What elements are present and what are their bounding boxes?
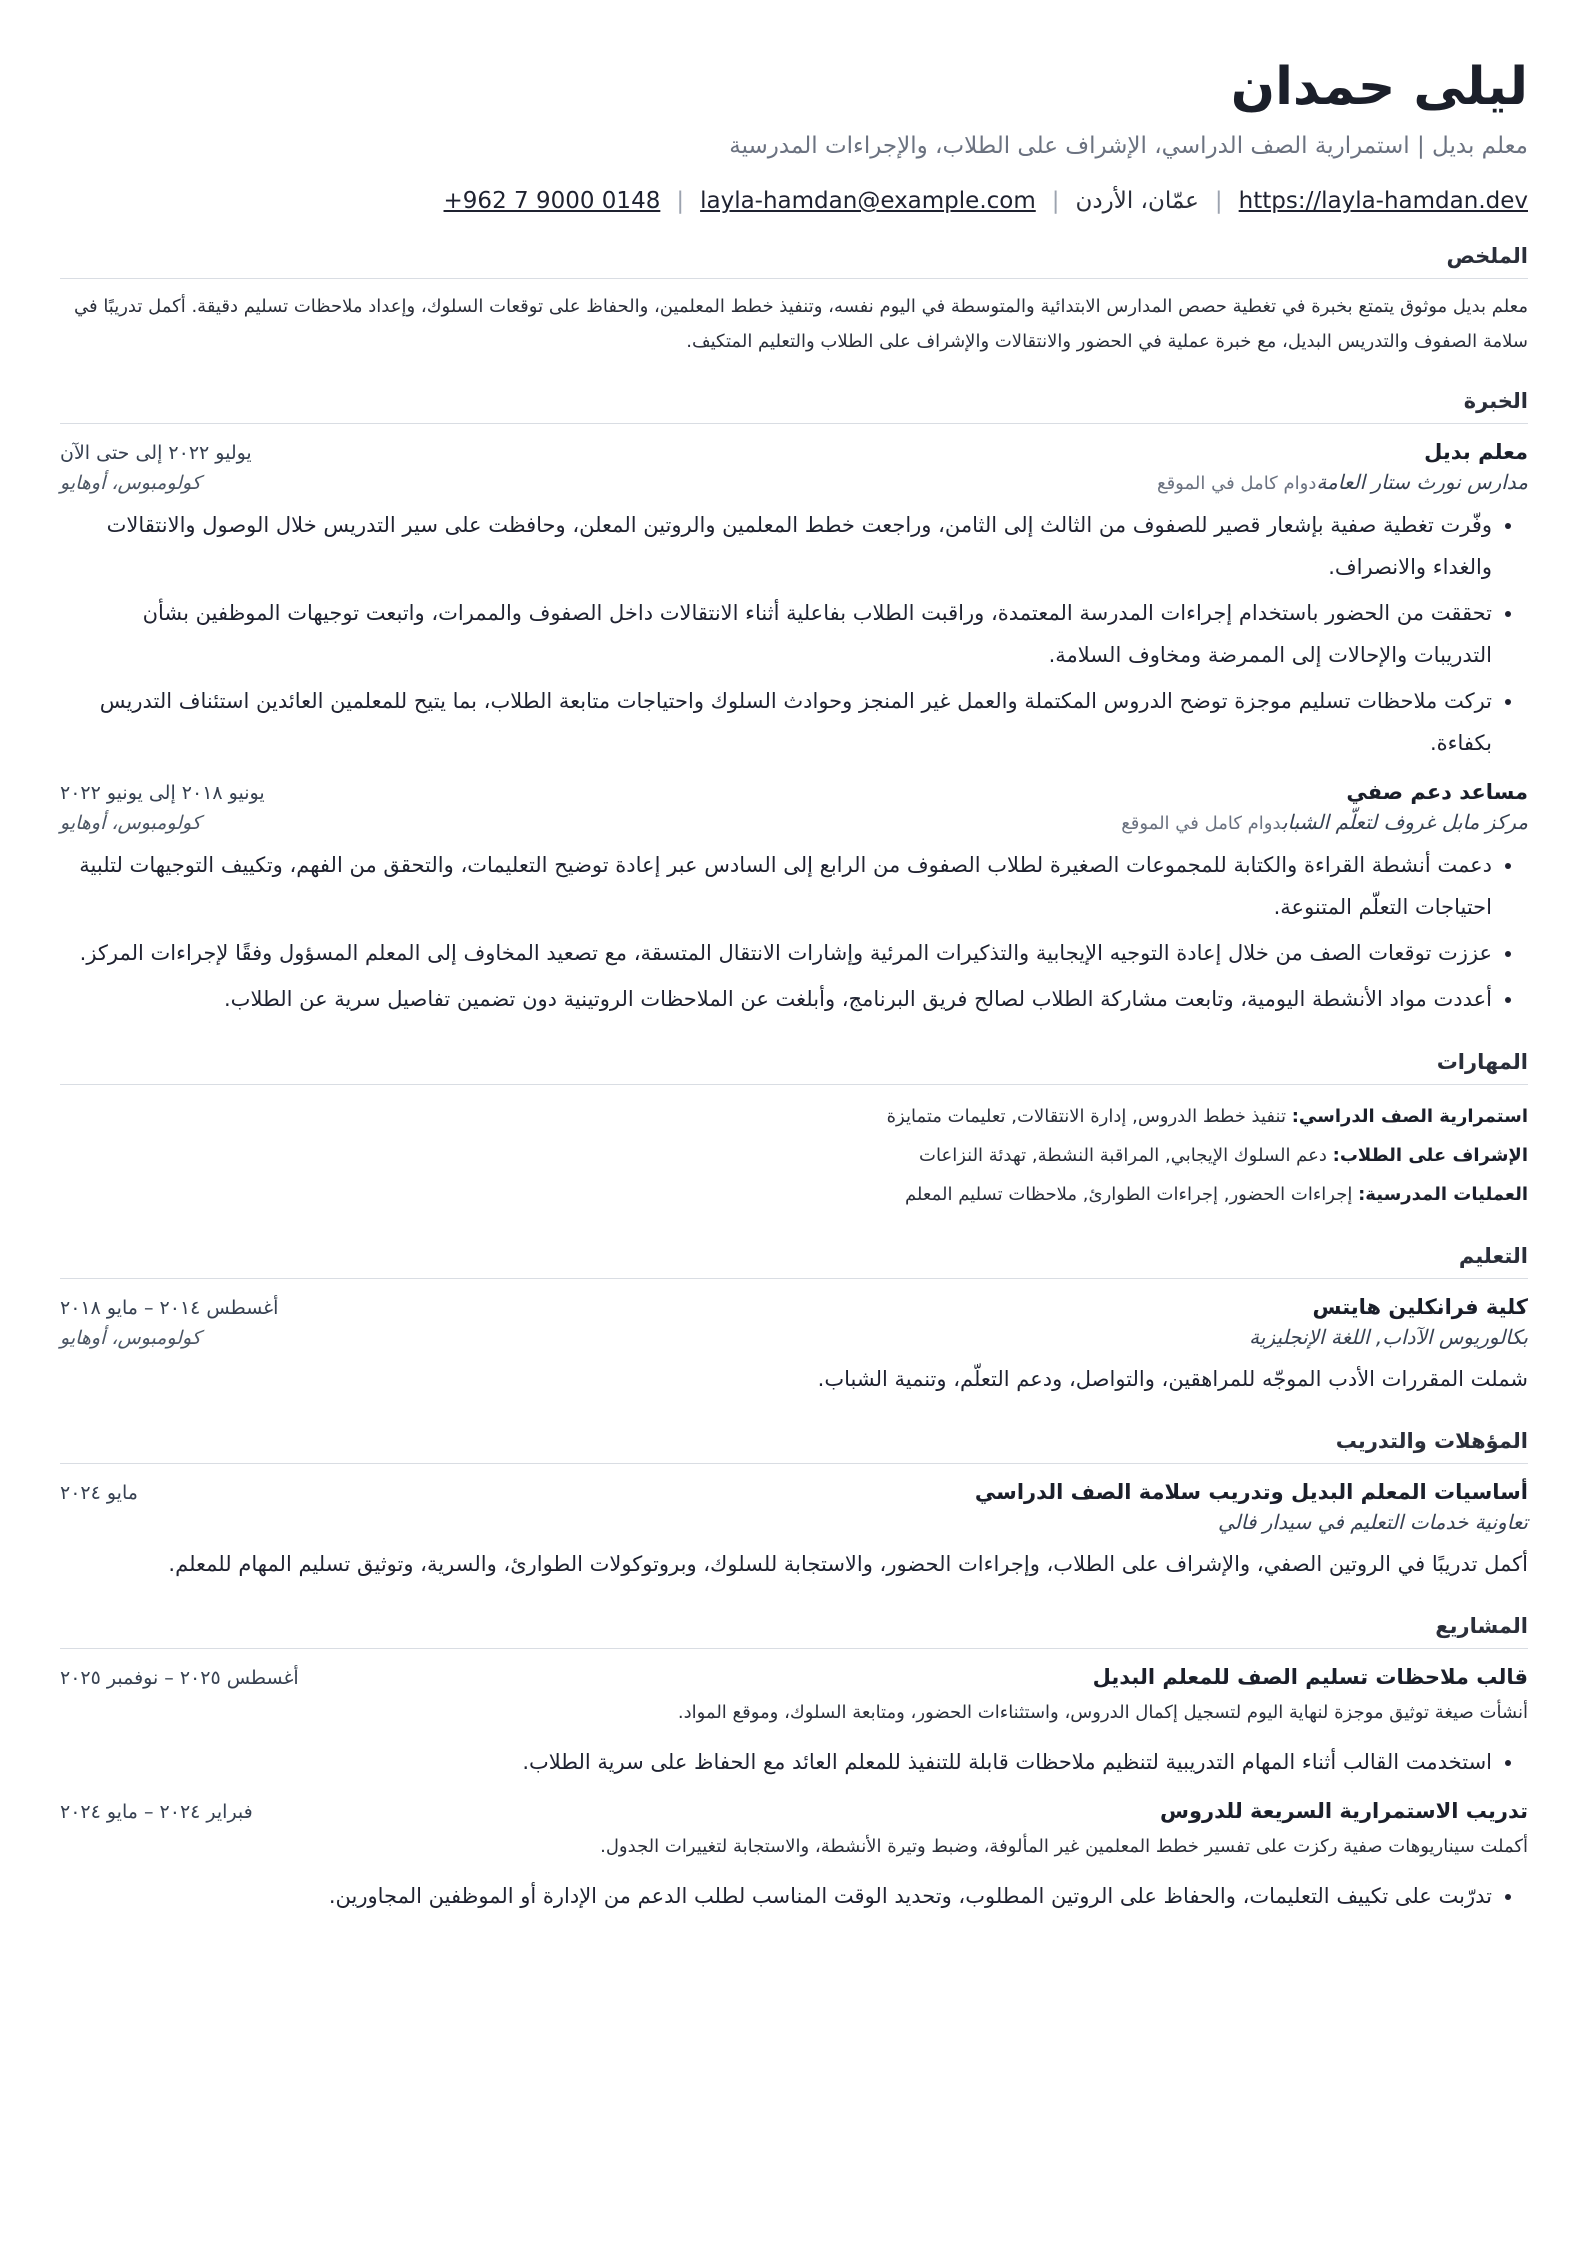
contact-separator: | — [1051, 188, 1060, 214]
skills-section-title: المهارات — [60, 1050, 1528, 1085]
skill-label: الإشراف على الطلاب: — [1332, 1145, 1528, 1166]
job-bullets — [60, 504, 1528, 764]
website-link[interactable]: https://layla-hamdan.dev — [1238, 188, 1528, 214]
job-date: يوليو ٢٠٢٢ إلى حتى الآن — [60, 442, 252, 464]
job-title: معلم بديل — [1424, 440, 1528, 464]
email-link[interactable]: layla-hamdan@example.com — [700, 188, 1036, 214]
job-bullet: • أعددت مواد الأنشطة اليومية، وتابعت مشاركة الطلاب لصالح فريق البرنامج، وأبلغت عن الملاحظات الروتينية دون تضمين تفاصيل سرية عن الطلاب. — [60, 978, 1492, 1020]
job-meta: دوام كامل في الموقع — [1121, 813, 1282, 834]
certification-entry — [60, 1480, 1528, 1584]
experience-entry — [60, 780, 1528, 1020]
contact-row — [60, 188, 1528, 214]
experience-entry — [60, 440, 1528, 764]
candidate-headline: معلم بديل | استمرارية الصف الدراسي، الإشراف على الطلاب، والإجراءات المدرسية — [729, 133, 1528, 159]
project-description: أكملت سيناريوهات صفية ركزت على تفسير خطط المعلمين غير المألوفة، وضبط وتيرة الأنشطة، والاستجابة لتغييرات الجدول. — [600, 1836, 1528, 1857]
project-entry — [60, 1799, 1528, 1917]
job-bullet: • تحققت من الحضور باستخدام إجراءات المدرسة المعتمدة، وراقبت الطلاب بفاعلية أثناء الانتقالات داخل الصفوف والممرات، واتبعت توجيهات الموظفين بشأن التدريبات والإحالات إلى الممرضة ومخاوف السلامة. — [60, 592, 1492, 676]
job-organization: مدارس نورث ستار العامة — [1316, 470, 1528, 494]
education-location: كولومبوس، أوهايو — [60, 1327, 201, 1349]
experience-section-title: الخبرة — [60, 389, 1528, 424]
summary-section-title: الملخص — [60, 244, 1528, 279]
skill-row — [60, 1097, 1528, 1136]
contact-separator: | — [1214, 188, 1223, 214]
project-bullets — [60, 1741, 1528, 1783]
job-organization: مركز مابل غروف لتعلّم الشباب — [1281, 810, 1528, 834]
contact-separator: | — [676, 188, 685, 214]
project-entry — [60, 1665, 1528, 1783]
skill-items: تنفيذ خطط الدروس, إدارة الانتقالات, تعليمات متمايزة — [886, 1106, 1286, 1127]
skill-row — [60, 1136, 1528, 1175]
job-bullet: • تركت ملاحظات تسليم موجزة توضح الدروس المكتملة والعمل غير المنجز وحوادث السلوك واحتياجات متابعة الطلاب، بما يتيح للمعلمين العائدين استئناف التدريس بكفاءة. — [60, 680, 1492, 764]
job-location: كولومبوس، أوهايو — [60, 472, 201, 494]
job-bullets — [60, 844, 1528, 1020]
certifications-section-title: المؤهلات والتدريب — [60, 1429, 1528, 1464]
skills-list — [60, 1097, 1528, 1214]
project-bullet: • استخدمت القالب أثناء المهام التدريبية لتنظيم ملاحظات قابلة للتنفيذ للمعلم العائد مع الحفاظ على سرية الطلاب. — [60, 1741, 1492, 1783]
education-entry — [60, 1295, 1528, 1399]
project-date: فبراير ٢٠٢٤ – مايو ٢٠٢٤ — [60, 1801, 253, 1823]
job-location: كولومبوس، أوهايو — [60, 812, 201, 834]
location-text: عمّان، الأردن — [1075, 188, 1199, 214]
job-meta: دوام كامل في الموقع — [1157, 473, 1317, 494]
education-date: أغسطس ٢٠١٤ – مايو ٢٠١٨ — [60, 1297, 279, 1319]
skill-items: إجراءات الحضور, إجراءات الطوارئ, ملاحظات تسليم المعلم — [904, 1184, 1353, 1205]
education-section-title: التعليم — [60, 1244, 1528, 1279]
project-description: أنشأت صيغة توثيق موجزة لنهاية اليوم لتسجيل إكمال الدروس، واستثناءات الحضور، ومتابعة السلوك، وموقع المواد. — [677, 1702, 1528, 1723]
project-date: أغسطس ٢٠٢٥ – نوفمبر ٢٠٢٥ — [60, 1667, 299, 1689]
certification-description: أكمل تدريبًا في الروتين الصفي، والإشراف على الطلاب، وإجراءات الحضور، والاستجابة للسلوك، وبروتوكولات الطوارئ، والسرية، وتوثيق تسليم المهام للمعلم. — [168, 1552, 1528, 1576]
skill-items: دعم السلوك الإيجابي, المراقبة النشطة, تهدئة النزاعات — [919, 1145, 1327, 1166]
job-bullet: • وفّرت تغطية صفية بإشعار قصير للصفوف من الثالث إلى الثامن، وراجعت خطط المعلمين والروتين المعلن، وحافظت على سير التدريس خلال الوصول والانتقالات والغداء والانصراف. — [60, 504, 1492, 588]
candidate-name: ليلى حمدان — [1230, 57, 1528, 117]
summary-text: معلم بديل موثوق يتمتع بخبرة في تغطية حصص المدارس الابتدائية والمتوسطة في اليوم نفسه، وتنفيذ خطط المعلمين، والحفاظ على توقعات السلوك، وإعداد ملاحظات تسليم دقيقة. أكمل تدريبًا في سلامة الصفوف والتدريس البديل، مع خبرة عملية في الحضور والانتقالات والإشراف على الطلاب والتعليم المتكيف. — [73, 296, 1528, 352]
project-bullet: • تدرّبت على تكييف التعليمات، والحفاظ على الروتين المطلوب، وتحديد الوقت المناسب لطلب الدعم من الإدارة أو الموظفين المجاورين. — [60, 1875, 1492, 1917]
project-name: تدريب الاستمرارية السريعة للدروس — [1160, 1799, 1528, 1823]
skill-label: استمرارية الصف الدراسي: — [1291, 1106, 1528, 1127]
certification-issuer: تعاونية خدمات التعليم في سيدار فالي — [1217, 1510, 1528, 1534]
certification-date: مايو ٢٠٢٤ — [60, 1482, 138, 1504]
phone-link[interactable]: +962 7 9000 0148 — [443, 188, 661, 214]
projects-section-title: المشاريع — [60, 1614, 1528, 1649]
job-bullet: • عززت توقعات الصف من خلال إعادة التوجيه الإيجابية والتذكيرات المرئية وإشارات الانتقال المتسقة، مع تصعيد المخاوف إلى المعلم المسؤول وفقًا لإجراءات المركز. — [60, 932, 1492, 974]
job-bullet: • دعمت أنشطة القراءة والكتابة للمجموعات الصغيرة لطلاب الصفوف من الرابع إلى السادس عبر إعادة توضيح التعليمات، والتحقق من الفهم، وتكييف التوجيهات لتلبية احتياجات التعلّم المتنوعة. — [60, 844, 1492, 928]
certification-name: أساسيات المعلم البديل وتدريب سلامة الصف الدراسي — [974, 1480, 1528, 1504]
education-description: شملت المقررات الأدب الموجّه للمراهقين، والتواصل، ودعم التعلّم، وتنمية الشباب. — [817, 1367, 1528, 1391]
project-bullets — [60, 1875, 1528, 1917]
skill-row — [60, 1175, 1528, 1214]
skill-label: العمليات المدرسية: — [1358, 1184, 1528, 1205]
school-name: كلية فرانكلين هايتس — [1312, 1295, 1528, 1319]
degree-text: بكالوريوس الآداب, اللغة الإنجليزية — [1249, 1325, 1528, 1349]
project-name: قالب ملاحظات تسليم الصف للمعلم البديل — [1092, 1665, 1528, 1689]
job-title: مساعد دعم صفي — [1346, 780, 1528, 804]
job-date: يونيو ٢٠١٨ إلى يونيو ٢٠٢٢ — [60, 782, 265, 804]
